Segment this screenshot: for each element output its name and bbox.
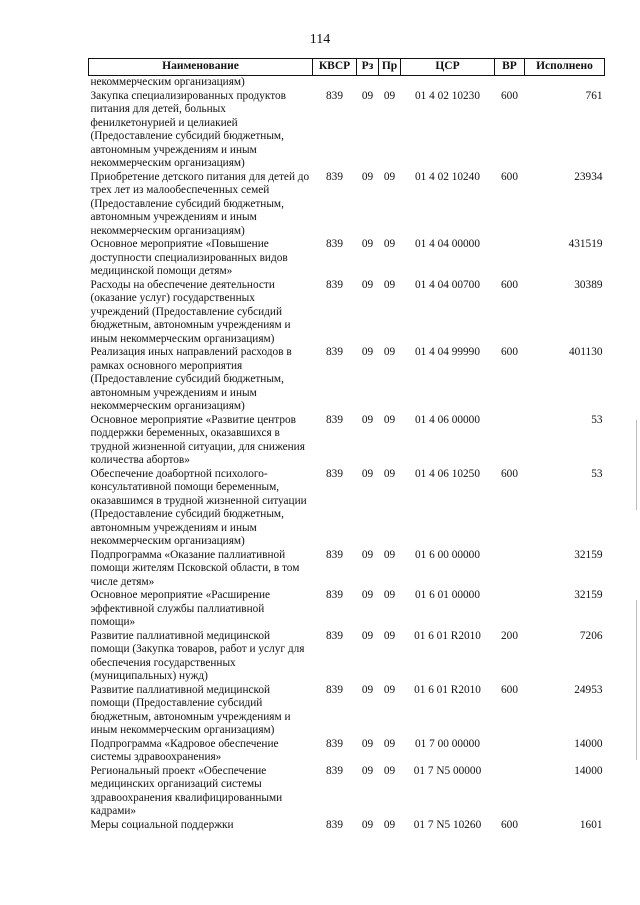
cell-executed: 32159 [574,548,603,561]
cell-rz: 09 [361,467,374,480]
table-row [89,765,605,819]
cell-pr: 09 [383,589,396,601]
cell-vr [495,589,525,630]
cell-kvsr: 839 [326,170,343,183]
cell-rz: 09 [361,413,374,426]
cell-kvsr: 839 [326,737,343,750]
table-row [89,589,605,630]
cell-csr: 01 6 01 R2010 [414,683,481,696]
cell-executed: 53 [591,467,603,480]
cell-rz: 09 [361,238,374,250]
cell-rz: 09 [361,170,374,183]
cell-vr [495,765,525,819]
cell-name: Развитие паллиативной медицинской помощи (Предоставление субсидий бюджетным, автономным учреждениям и иным некоммерческим организациям) [90,683,291,736]
cell-kvsr: 839 [326,818,343,831]
cell-rz: 09 [361,589,374,601]
cell-pr: 09 [383,413,396,426]
scan-edge-mark [636,600,637,760]
table-row [89,738,605,765]
cell-kvsr: 839 [326,467,343,480]
cell-executed: 7206 [579,629,603,642]
cell-executed: 1601 [579,818,603,831]
table-row [89,819,605,833]
cell-executed: 53 [591,413,603,426]
cell-vr: 200 [501,629,518,642]
cell-pr: 09 [383,346,396,358]
cell-vr [495,414,525,468]
cell-kvsr: 839 [326,413,343,426]
cell-rz: 09 [361,278,374,291]
cell-kvsr: 839 [326,629,343,642]
cell-executed: 24953 [574,683,603,696]
cell-vr: 600 [501,467,518,480]
cell-name: Основное мероприятие «Развитие центров поддержки беременных, оказавшихся в трудной жизненной ситуации, для снижения количества абортов» [90,413,305,466]
cell-kvsr: 839 [326,238,343,250]
cell-rz: 09 [361,683,374,696]
cell-rz [357,76,379,90]
cell-name: Подпрограмма «Кадровое обеспечение системы здравоохранения» [90,737,279,763]
table-body [89,76,605,833]
cell-vr [495,238,525,279]
cell-name: Обеспечение доабортной психолого-консультативной помощи беременным, оказавшимся в трудной жизненной ситуации (Предоставление субсидий бюджетным, автономным учреждениям и иным некоммерческим организациям) [90,467,307,547]
cell-csr: 01 6 01 00000 [415,589,480,601]
cell-vr: 600 [501,683,518,696]
table-row [89,468,605,549]
table-row [89,76,605,90]
cell-name: Меры социальной поддержки [90,818,234,831]
cell-name: Основное мероприятие «Расширение эффективной службы паллиативной помощи» [90,589,271,628]
scan-edge-mark [636,420,637,510]
cell-pr: 09 [383,278,396,291]
cell-executed: 23934 [574,170,603,183]
cell-kvsr: 839 [326,764,343,777]
cell-csr: 01 4 02 10230 [415,89,480,102]
cell-pr: 09 [383,89,396,102]
cell-rz: 09 [361,737,374,750]
cell-rz: 09 [361,629,374,642]
cell-executed: 761 [585,89,603,102]
cell-pr: 09 [383,238,396,250]
table-row [89,346,605,414]
cell-csr: 01 4 06 10250 [415,467,480,480]
cell-csr: 01 7 00 00000 [415,737,480,750]
cell-csr: 01 4 04 99990 [415,346,480,358]
cell-name: Закупка специализированных продуктов питания для детей, больных фенилкетонурией и целиакией (Предоставление субсидий бюджетным, автономным учреждениям и иным некоммерческим организациям) [90,89,286,169]
cell-executed: 30389 [574,278,603,291]
cell-pr: 09 [383,170,396,183]
cell-name: Реализация иных направлений расходов в рамках основного мероприятия (Предоставление субсидий бюджетным, автономным учреждениям и иным некоммерческим организациям) [90,346,292,412]
budget-table [88,58,605,832]
cell-vr: 600 [501,170,518,183]
cell-name: Подпрограмма «Оказание паллиативной помощи жителям Псковской области, в том числе детям» [90,548,300,588]
cell-executed: 14000 [574,764,603,777]
header-rz: Рз [357,59,379,76]
cell-csr [401,76,495,90]
cell-pr: 09 [383,737,396,750]
table-row [89,279,605,347]
cell-vr [495,76,525,90]
header-pr: Пр [379,59,401,76]
cell-csr: 01 6 00 00000 [415,548,480,561]
cell-vr [495,549,525,590]
cell-kvsr: 839 [326,548,343,561]
cell-executed [525,76,605,90]
table-header-row [89,59,605,76]
header-kvsr: КВСР [313,59,357,76]
cell-vr: 600 [501,89,518,102]
cell-rz: 09 [361,764,374,777]
header-csr: ЦСР [401,59,495,76]
cell-kvsr: 839 [326,683,343,696]
cell-name: некоммерческим организациям) [90,76,245,88]
cell-vr: 600 [501,346,518,358]
cell-pr: 09 [383,629,396,642]
cell-executed: 431519 [568,238,603,250]
cell-pr: 09 [383,467,396,480]
cell-kvsr: 839 [326,589,343,601]
cell-csr: 01 7 N5 00000 [413,764,482,777]
page-number: 114 [309,32,331,47]
cell-pr: 09 [383,683,396,696]
cell-kvsr: 839 [326,89,343,102]
header-executed: Исполнено [525,59,605,76]
table-row [89,238,605,279]
header-name: Наименование [89,59,313,76]
cell-vr [495,738,525,765]
cell-name: Региональный проект «Обеспечение медицинских организаций системы здравоохранения квалифицированными кадрами» [90,764,283,817]
cell-rz: 09 [361,548,374,561]
cell-csr: 01 4 02 10240 [415,170,480,183]
cell-rz: 09 [361,89,374,102]
cell-vr: 600 [501,818,518,831]
table-row [89,549,605,590]
cell-csr: 01 7 N5 10260 [413,818,482,831]
cell-pr: 09 [383,818,396,831]
cell-name: Развитие паллиативной медицинской помощи (Закупка товаров, работ и услуг для обеспечения государственных (муниципальных) нужд) [90,629,305,682]
cell-csr: 01 4 04 00000 [415,238,480,250]
table-row [89,414,605,468]
cell-csr: 01 6 01 R2010 [414,629,481,642]
cell-executed: 401130 [569,346,603,358]
cell-executed: 14000 [574,737,603,750]
cell-pr [379,76,401,90]
cell-rz: 09 [361,346,374,358]
cell-rz: 09 [361,818,374,831]
cell-pr: 09 [383,764,396,777]
cell-kvsr: 839 [326,346,343,358]
cell-csr: 01 4 06 00000 [415,413,480,426]
cell-csr: 01 4 04 00700 [415,278,480,291]
cell-vr: 600 [501,278,518,291]
table-row [89,684,605,738]
cell-name: Приобретение детского питания для детей до трех лет из малообеспеченных семей (Предоставление субсидий бюджетным, автономным учреждениям и иным некоммерческим организациям) [90,170,310,237]
cell-kvsr: 839 [326,278,343,291]
cell-name: Основное мероприятие «Повышение доступности специализированных видов медицинской помощи детям» [90,238,288,277]
cell-executed: 32159 [574,589,603,601]
table-row [89,630,605,684]
header-vr: ВР [495,59,525,76]
cell-name: Расходы на обеспечение деятельности (оказание услуг) государственных учреждений (Предоставление субсидий бюджетным, автономным учреждениям и иным некоммерческим организациям) [90,278,291,345]
table-row [89,90,605,171]
cell-kvsr [313,76,357,90]
table-row [89,171,605,239]
cell-pr: 09 [383,548,396,561]
